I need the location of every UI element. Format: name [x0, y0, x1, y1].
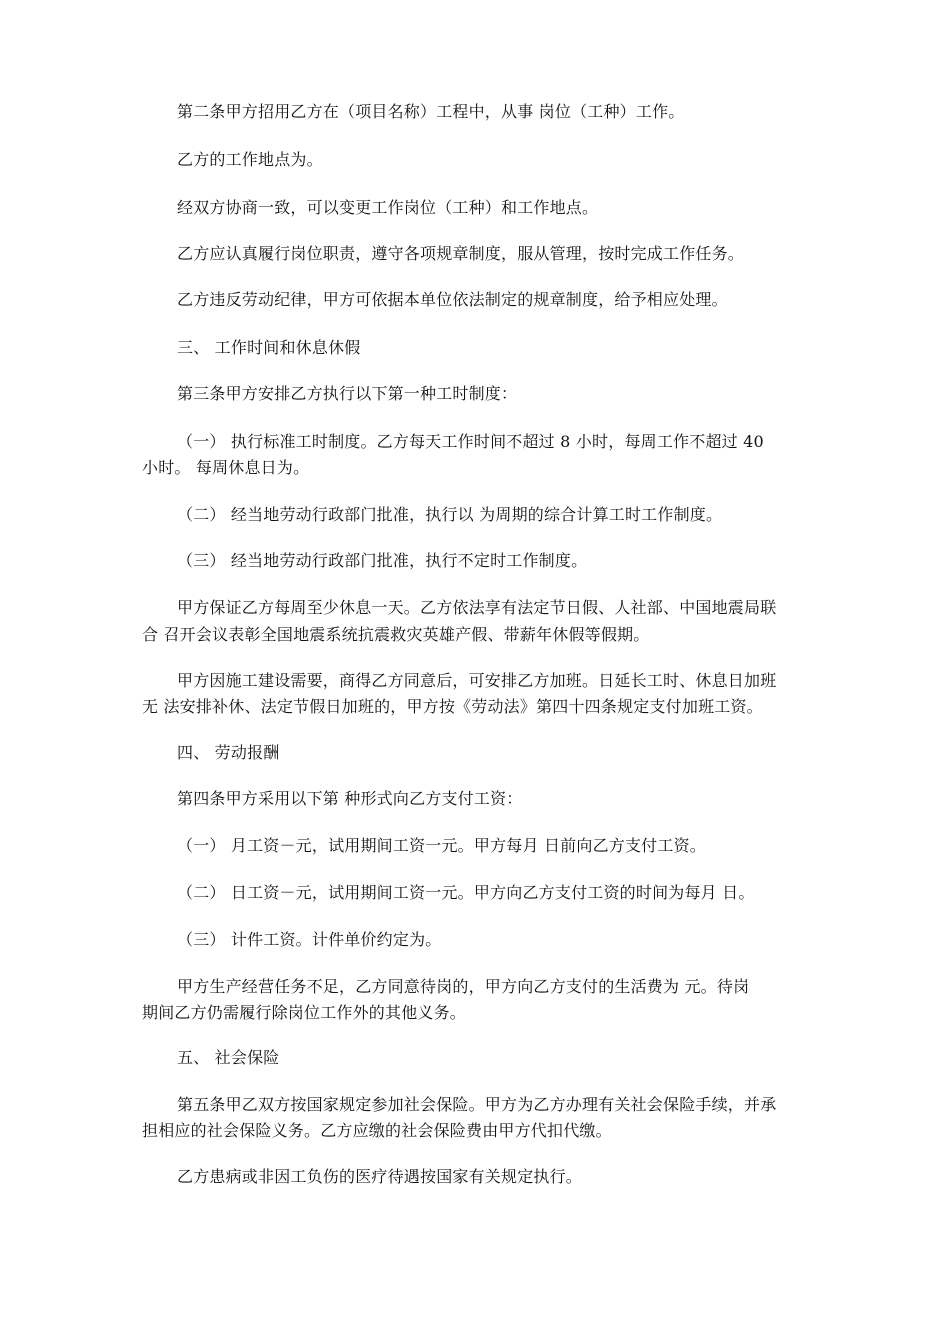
text-line: 无 法安排补休、法定节假日加班的，甲方按《劳动法》第四十四条规定支付加班工资。 — [142, 697, 763, 716]
text-line: 合 召开会议表彰全国地震系统抗震救灾英雄产假、带薪年休假等假期。 — [142, 625, 650, 644]
text-line: 第四条甲方采用以下第 种形式向乙方支付工资： — [177, 789, 523, 808]
text-line: （二） 经当地劳动行政部门批准，执行以 为周期的综合计算工时工作制度。 — [177, 505, 723, 524]
text-line: 甲方生产经营任务不足，乙方同意待岗的，甲方向乙方支付的生活费为 元。待岗 — [177, 977, 750, 996]
text-line: 小时。 每周休息日为。 — [142, 458, 310, 477]
text-line: 担相应的社会保险义务。乙方应缴的社会保险费由甲方代扣代缴。 — [142, 1121, 612, 1140]
text-line: 第三条甲方安排乙方执行以下第一种工时制度： — [177, 384, 518, 403]
text-line: （二） 日工资－元，试用期间工资一元。甲方向乙方支付工资的时间为每月 日。 — [177, 883, 755, 902]
text-line: 第五条甲乙双方按国家规定参加社会保险。甲方为乙方办理有关社会保险手续，并承 — [177, 1095, 777, 1114]
text-line: 第二条甲方招用乙方在（项目名称）工程中，从事 岗位（工种）工作。 — [177, 102, 685, 121]
text-line: 甲方因施工建设需要，商得乙方同意后，可安排乙方加班。日延长工时、休息日加班 — [177, 671, 777, 690]
text-line: 经双方协商一致，可以变更工作岗位（工种）和工作地点。 — [177, 198, 599, 217]
section-heading: 四、 劳动报酬 — [177, 743, 280, 762]
text-line: 乙方的工作地点为。 — [177, 150, 323, 169]
text-line: （一） 执行标准工时制度。乙方每天工作时间不超过 8 小时，每周工作不超过 40 — [177, 432, 764, 451]
text-line: 乙方患病或非因工负伤的医疗待遇按国家有关规定执行。 — [177, 1167, 583, 1186]
text-line: （一） 月工资－元，试用期间工资一元。甲方每月 日前向乙方支付工资。 — [177, 836, 706, 855]
section-heading: 三、 工作时间和休息休假 — [177, 338, 361, 357]
text-line: （三） 经当地劳动行政部门批准，执行不定时工作制度。 — [177, 551, 588, 570]
text-line: 甲方保证乙方每周至少休息一天。乙方依法享有法定节日假、人社部、中国地震局联 — [177, 598, 777, 617]
text-line: 期间乙方仍需履行除岗位工作外的其他义务。 — [142, 1003, 467, 1022]
section-heading: 五、 社会保险 — [177, 1048, 280, 1067]
text-line: （三） 计件工资。计件单价约定为。 — [177, 930, 442, 949]
text-line: 乙方违反劳动纪律，甲方可依据本单位依法制定的规章制度，给予相应处理。 — [177, 290, 728, 309]
text-line: 乙方应认真履行岗位职责，遵守各项规章制度，服从管理，按时完成工作任务。 — [177, 244, 745, 263]
